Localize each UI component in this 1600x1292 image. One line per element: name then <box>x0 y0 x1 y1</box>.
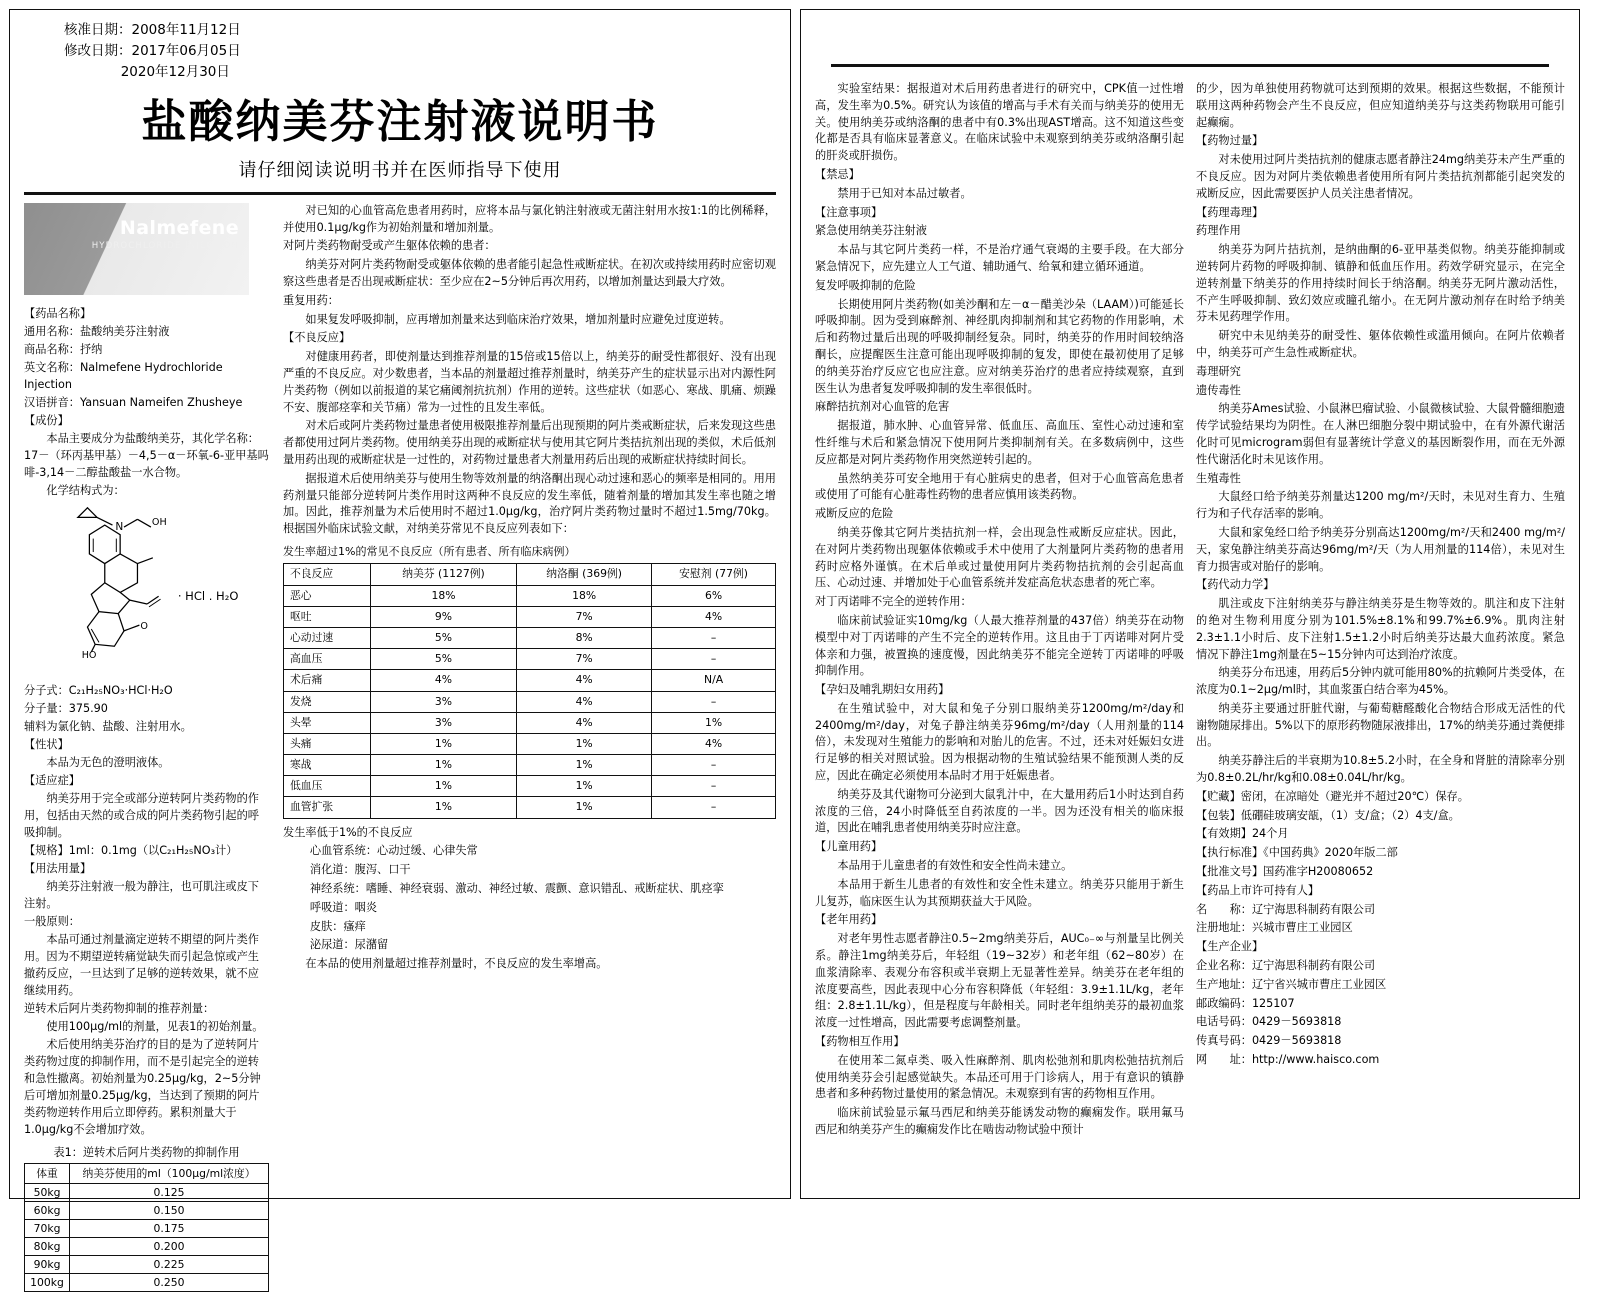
cell-weight: 100kg <box>25 1274 70 1292</box>
cell-reaction: 恶心 <box>284 585 371 606</box>
text-emergency-use: 本品与其它阿片类药一样，不是治疗通气衰竭的主要手段。在大部分紧急情况下，应先建立人工气道、辅助通气、给氧和建立循环通道。 <box>815 243 1184 273</box>
cell-volume: 0.125 <box>70 1184 269 1202</box>
cell-reaction: 发烧 <box>284 691 371 712</box>
table-row <box>284 585 776 606</box>
mah-address: 注册地址：兴城市曹庄工业园区 <box>1196 921 1353 935</box>
heading-manufacturer: 【生产企业】 <box>1196 940 1264 954</box>
english-name: 英文名称：Nalmefene Hydrochloride Injection <box>24 360 223 391</box>
table-header-row <box>25 1164 269 1184</box>
cell-nalmefene: 1% <box>370 797 516 818</box>
heading-geriatric: 【老年用药】 <box>815 913 883 927</box>
cell-nalmefene: 9% <box>370 606 516 627</box>
cell-weight: 80kg <box>25 1238 70 1256</box>
ae-col-reaction: 不良反应 <box>284 564 371 585</box>
cell-placebo: – <box>652 797 776 818</box>
left-column-2 <box>283 203 776 1292</box>
table-row <box>284 606 776 627</box>
cell-nalmefene: 5% <box>370 627 516 648</box>
sub-toxicology: 毒理研究 <box>1196 364 1241 378</box>
table-row <box>284 797 776 818</box>
heading-drug-name: 【药品名称】 <box>24 306 92 320</box>
telephone: 电话号码：0429－5693818 <box>1196 1015 1342 1029</box>
revision-date-1: 修改日期：2017年06月05日 <box>64 42 241 59</box>
sub-genotoxicity: 遗传毒性 <box>1196 383 1241 397</box>
table1-caption: 表1：逆转术后阿片类药物的抑制作用 <box>53 1146 240 1160</box>
excipients: 辅料为氯化钠、盐酸、注射用水。 <box>24 719 192 733</box>
table1-col-volume: 纳美芬使用的ml（100μg/ml浓度） <box>70 1164 269 1184</box>
adverse-reaction-table <box>283 563 776 818</box>
fax: 传真号码：0429－5693818 <box>1196 1034 1342 1048</box>
text-pediatric-1: 本品用于儿童患者的有效性和安全性尚未建立。 <box>837 859 1073 873</box>
heading-overdose: 【药物过量】 <box>1196 134 1264 148</box>
brand-name: Nalmefene <box>119 216 239 239</box>
cell-placebo: – <box>652 627 776 648</box>
reversal-text-2: 术后使用纳美芬治疗的目的是为了逆转阿片类药物过度的抑制作用，而不是引起完全的逆转和急性撤离。初始剂量为0.25μg/kg，2~5分钟后可增加剂量0.25μg/kg，当达到了预期的阿片类药物逆转作用后立即停药。累积剂量大于1.0μg/kg不会增加疗效。 <box>24 1038 261 1137</box>
sub-cardiovascular-risk: 麻醉拮抗剂对心血管的危害 <box>815 400 950 414</box>
table-row <box>284 649 776 670</box>
cell-reaction: 血管扩张 <box>284 797 371 818</box>
sub-reproductive-toxicity: 生殖毒性 <box>1196 471 1241 485</box>
cell-naloxone: 1% <box>517 733 652 754</box>
heading-adverse-reactions: 【不良反应】 <box>283 331 351 345</box>
cell-placebo: – <box>652 649 776 670</box>
heading-pediatric: 【儿童用药】 <box>815 840 883 854</box>
cell-placebo: – <box>652 691 776 712</box>
dosage-table <box>24 1163 269 1292</box>
heading-ingredients: 【成份】 <box>24 413 69 427</box>
heading-dosage: 【用法用量】 <box>24 862 92 876</box>
heading-pharmacology-toxicology: 【药理毒理】 <box>1196 205 1264 219</box>
cell-volume: 0.250 <box>70 1274 269 1292</box>
leaflet-back-page <box>800 9 1580 1199</box>
table-row <box>284 627 776 648</box>
heading-pharmacokinetics: 【药代动力学】 <box>1196 578 1275 592</box>
heading-precautions: 【注意事项】 <box>815 205 883 219</box>
website[interactable]: 网 址：http://www.haisco.com <box>1196 1053 1380 1067</box>
table-row <box>25 1220 269 1238</box>
text-pk-3: 纳美芬主要通过肝脏代谢，与葡萄糖醛酸化合物结合形成无活性的代谢物随尿排出。5%以下的原形药物随尿液排出，17%的纳美芬通过粪便排出。 <box>1196 701 1565 749</box>
heading-indications: 【适应症】 <box>24 774 80 788</box>
cell-naloxone: 4% <box>517 670 652 691</box>
cell-naloxone: 4% <box>517 712 652 733</box>
text-recurrent-depression: 长期使用阿片类药物(如美沙酮和左－α－醋美沙朵（LAAM）)可能延长呼吸抑制。因为受到麻醉剂、神经肌肉抑制剂和其它药物的作用影响，术后和药物过量后出现的呼吸抑制经复杂。同时，纳美芬的作用时间较纳洛酮长，应提醒医生注意可能出现呼吸抑制的复发，即使在最初使用了足够的纳美芬治疗反应它也应注意。应对纳美芬治疗的患者应持续观察，直到医生认为患者复发呼吸抑制的发生率很低时。 <box>815 297 1184 395</box>
cell-reaction: 心动过速 <box>284 627 371 648</box>
text-pk-2: 纳美芬分布迅速，用药后5分钟内就可能用80%的抗赖阿片类受体，在浓度为0.1~2μg/ml时，其血浆蛋白结合率为45%。 <box>1196 666 1565 697</box>
cell-naloxone: 7% <box>517 606 652 627</box>
ae2-caption: 发生率低于1%的不良反应 <box>283 825 413 839</box>
para-adverse-3: 据报道术后使用纳美芬与使用生物等效剂量的纳洛酮出现心动过速和恶心的频率是相同的。用用药剂量只能部分逆转阿片类作用时这两种不良反应的发生率低，随着剂量的增加其发生率也随之增加。因此，推荐剂量为术后使用时不超过1.0μg/kg，治疗阿片类药物过量时不超过1.5mg/70kg。根据国外临床试验文献，对纳美芬常见不良反应列表如下： <box>283 471 776 536</box>
cell-placebo: – <box>652 776 776 797</box>
mah-name: 名 称：辽宁海思科制药有限公司 <box>1196 902 1376 916</box>
dosage-text: 纳美芬注射液一般为静注，也可肌注或皮下注射。 <box>24 880 259 911</box>
right-column-1 <box>815 81 1184 1141</box>
approval-number: 【批准文号】国药准字H20080652 <box>1196 865 1374 879</box>
approval-date: 核准日期：2008年11月12日 <box>64 22 241 38</box>
table-header-row <box>284 564 776 585</box>
heading-pregnancy: 【孕妇及哺乳期妇女用药】 <box>815 683 950 697</box>
text-pregnancy: 在生殖试验中，对大鼠和兔子分别口服纳美芬1200mg/m²/day和2400mg/m²/day，对兔子静注纳美芬96mg/m²/day（人用剂量的114倍），未发现对生殖能力的影响和对胎儿的危害。不过，还未对妊娠妇女进行足够的相关对照试验。因为根据动物的生殖试验结果不能预测人类的反应，因此在确定必须使用本品时才用于妊娠患者。 <box>815 701 1184 783</box>
date-block <box>64 20 776 83</box>
svg-text:· HCl . H₂O: · HCl . H₂O <box>177 589 239 604</box>
cell-volume: 0.225 <box>70 1256 269 1274</box>
text-interactions-3: 的少，因为单独使用药物就可达到预期的效果。根据这些数据，不能预计联用这两种药物会产生不良反应，但应知道纳美芬与这类药物联用可能引起癫痫。 <box>1196 82 1565 129</box>
cell-volume: 0.150 <box>70 1202 269 1220</box>
revision-date-2: 2020年12月30日 <box>120 63 230 80</box>
text-pk-1: 肌注或皮下注射纳美芬与静注纳美芬是生物等效的。肌注和皮下注射的绝对生物利用度分别为101.5%±8.1%和99.7%±6.9%。肌肉注射2.3±1.1小时后、皮下注射1.5±1.2小时后纳美芬达最大血药浓度。紧急情况下静注1mg剂量在5~15分钟内可达到治疗浓度。 <box>1196 597 1565 661</box>
para-cardiac-risk: 对已知的心血管高危患者用药时，应将本品与氯化钠注射液或无菌注射用水按1:1的比例稀释，并使用0.1μg/kg作为初始剂量和增加剂量。 <box>283 203 776 234</box>
sub-emergency-use: 紧急使用纳美芬注射液 <box>815 224 927 238</box>
heading-contraindications: 【禁忌】 <box>815 167 860 181</box>
cell-nalmefene: 3% <box>370 712 516 733</box>
structure-label: 化学结构式为： <box>46 483 125 497</box>
cell-reaction: 低血压 <box>284 776 371 797</box>
cell-naloxone: 1% <box>517 755 652 776</box>
table-row <box>25 1184 269 1202</box>
cell-weight: 60kg <box>25 1202 70 1220</box>
svg-text:HO: HO <box>81 649 97 661</box>
cell-nalmefene: 3% <box>370 691 516 712</box>
table1-col-weight: 体重 <box>25 1164 70 1184</box>
ae-col-placebo: 安慰剂 (77例) <box>652 564 776 585</box>
ae-col-naloxone: 纳洛酮 (369例) <box>517 564 652 585</box>
text-buprenorphine: 临床前试验证实10mg/kg（人最大推荐剂量的437倍）纳美芬在动物模型中对丁丙诺啡的产生不完全的逆转作用。这且由于丁丙诺啡对阿片受体亲和力强，被置换的速度慢，因此纳美芬不能完全逆转丁丙诺啡的呼吸抑制作用。 <box>815 613 1184 678</box>
standard-info: 【执行标准】《中国药典》2020年版二部 <box>1196 846 1398 860</box>
cell-nalmefene: 18% <box>370 585 516 606</box>
sub-pharmacology: 药理作用 <box>1196 224 1241 238</box>
brand-logo <box>24 203 249 295</box>
page-subtitle: 请仔细阅读说明书并在医师指导下使用 <box>238 159 562 181</box>
cell-naloxone: 1% <box>517 776 652 797</box>
ae2-line-respiratory: 呼吸道：咽炎 <box>309 900 378 914</box>
cell-reaction: 头痛 <box>284 733 371 754</box>
para-adverse-2: 对术后或阿片类药物过量患者使用极限推荐剂量后出现预期的阿片类戒断症状，后来发现这些患者都使用过阿片类药物。使用纳美芬出现的戒断症状与使用其它阿片类拮抗剂出现的类似，术后低剂量用药出现的戒断症状是一过性的，对药物过量患者大剂量用药后出现的戒断症状持续时间长。 <box>283 419 776 466</box>
table-row <box>25 1256 269 1274</box>
text-cardiac-caution: 虽然纳美芬可安全地用于有心脏病史的患者，但对于心血管高危患者或使用了可能有心脏毒性药物的患者应慎用该类药物。 <box>815 471 1184 502</box>
svg-text:N: N <box>115 520 124 533</box>
cell-reaction: 头晕 <box>284 712 371 733</box>
svg-text:O: O <box>140 620 148 632</box>
generic-name: 通用名称：盐酸纳美芬注射液 <box>24 324 170 338</box>
divider <box>24 192 776 195</box>
shelf-life: 【有效期】24个月 <box>1196 827 1289 841</box>
brand-subtitle: HYDROCHLORIDE INJECTION <box>91 240 239 251</box>
cell-weight: 70kg <box>25 1220 70 1238</box>
text-reproductive-1: 大鼠经口给予纳美芬剂量达1200 mg/m²/天时，未见对生育力、生殖行为和子代存活率的影响。 <box>1196 490 1565 521</box>
cell-placebo: 1% <box>652 712 776 733</box>
table-row <box>284 733 776 754</box>
ae-table-caption: 发生率超过1%的常见不良反应（所有患者、所有临床病例） <box>283 544 576 558</box>
para-opioid-tolerant: 纳美芬对阿片类药物耐受或躯体依赖的患者能引起急性戒断症状。在初次或持续用药时应密切观察这些患者是否出现戒断症状：至少应在2~5分钟后再次用药，以增加剂量达到最大疗效。 <box>283 258 776 288</box>
table-row <box>25 1202 269 1220</box>
table-row <box>25 1238 269 1256</box>
manufacturer-address: 生产地址：辽宁省兴城市曹庄工业园区 <box>1196 977 1387 991</box>
postal-code: 邮政编码：125107 <box>1196 996 1295 1010</box>
cell-naloxone: 4% <box>517 691 652 712</box>
ae2-line-cardio: 心血管系统：心动过缓、心律失常 <box>309 844 478 858</box>
text-pk-4: 纳美芬静注后的半衰期为10.8±5.2小时，在全身和肾脏的清除率分别为0.8±0.2L/hr/kg和0.08±0.04L/hr/kg。 <box>1196 754 1565 785</box>
table-row <box>284 670 776 691</box>
cell-reaction: 高血压 <box>284 649 371 670</box>
text-pharmacology-1: 纳美芬为阿片拮抗剂，是纳曲酮的6-亚甲基类似物。纳美芬能抑制或逆转阿片药物的呼吸抑制、镇静和低血压作用。药效学研究显示，在完全逆转剂量下纳美芬的作用持续时间长于纳洛酮。纳美芬无阿片激动活性，不产生呼吸抑制、致幻效应或瞳孔缩小。在无阿片激动剂存在时给予纳美芬未见药理学作用。 <box>1196 243 1565 324</box>
molecular-weight: 分子量：375.90 <box>24 701 108 715</box>
storage-info: 【贮藏】密闭，在凉暗处（避光并不超过20℃）保存。 <box>1196 789 1469 803</box>
sub-withdrawal-risk: 戒断反应的危险 <box>815 507 894 521</box>
chemical-structure <box>24 503 269 678</box>
cell-weight: 90kg <box>25 1256 70 1274</box>
table-row <box>284 755 776 776</box>
general-principle-text: 本品可通过剂量滴定逆转不期望的阿片类作用。因为不期望逆转痛觉缺失而引起急惊或产生撤药反应，一旦达到了足够的逆转效果，就不应继续用药。 <box>24 933 259 998</box>
indications-text: 纳美芬用于完全或部分逆转阿片类药物的作用，包括由天然的或合成的阿片类药物引起的呼吸抑制。 <box>24 792 259 840</box>
para-adverse-1: 对健康用药者，即使剂量达到推荐剂量的15倍或15倍以上，纳美芬的耐受性都很好、没有出现严重的不良反应。对少数患者，当本品的剂量超过推荐剂量时，纳美芬产生的症状显示出对内源性阿片类药物（例如以前报道的某它痛阈剂抗抗剂）作用的逆转。这些症状（如恶心、寒战、肌痛、烦躁不安、腹部痉挛和关节痛）常为一过性的且发生率低。 <box>283 350 776 414</box>
svg-text:OH: OH <box>151 517 167 529</box>
cell-naloxone: 18% <box>517 585 652 606</box>
cell-weight: 50kg <box>25 1184 70 1202</box>
cell-nalmefene: 1% <box>370 733 516 754</box>
text-contraindications: 禁用于已知对本品过敏者。 <box>837 186 972 200</box>
heading-mah: 【药品上市许可持有人】 <box>1196 883 1320 897</box>
cell-placebo: N/A <box>652 670 776 691</box>
table-row <box>284 776 776 797</box>
heading-repeat-dose: 重复用药： <box>283 293 339 307</box>
cell-volume: 0.200 <box>70 1238 269 1256</box>
text-reproductive-2: 大鼠和家兔经口给予纳美芬分别高达1200mg/m²/天和2400 mg/m²/天，家兔静注纳美芬高达96mg/m²/天（为人用剂量的114倍），未见对生育力损害或对胎仔的影响。 <box>1196 525 1565 573</box>
heading-opioid-tolerant: 对阿片类药物耐受或产生躯体依赖的患者： <box>283 239 496 253</box>
general-principle-heading: 一般原则： <box>24 915 80 929</box>
reversal-heading: 逆转术后阿片类药物抑制的推荐剂量： <box>24 1002 215 1016</box>
table-row <box>284 691 776 712</box>
cell-placebo: 6% <box>652 585 776 606</box>
cell-reaction: 寒战 <box>284 755 371 776</box>
heading-interactions: 【药物相互作用】 <box>815 1035 905 1049</box>
molecular-formula: 分子式：C₂₁H₂₅NO₃·HCl·H₂O <box>24 683 173 697</box>
para-repeat-dose: 如果复发呼吸抑制，应再增加剂量来达到临床治疗效果，增加剂量时应避免过度逆转。 <box>305 312 731 326</box>
cell-reaction: 呕吐 <box>284 606 371 627</box>
cell-naloxone: 1% <box>517 797 652 818</box>
text-lactation: 纳美芬及其代谢物可分泌到大鼠乳汁中，在大量用药后1小时达到自药浓度的三倍，24小时降低至自药浓度的一半。因为还没有相关的临床报道，因此在哺乳患者使用纳美芬时应注意。 <box>815 787 1184 835</box>
table-row <box>284 712 776 733</box>
ae2-line-cns: 神经系统：嗜睡、神经衰弱、激动、神经过敏、震颤、意识错乱、戒断症状、肌痉挛 <box>309 882 724 896</box>
text-geriatric: 对老年男性志愿者静注0.5~2mg纳美芬后，AUC₀₋∞与剂量呈比例关系。静注1mg纳美芬后，年轻组（19~32岁）和老年组（62~80岁）在血浆清除率、表观分布容积或半衰期上无显著性差异。纳美芬在老年组的浓度要高些，因此表现中心分布容积降低（年轻组：3.9±1.1L/kg，老年组：2.8±1.1L/kg），但是程度与年龄相关。同时老年组纳美芬的最初血浆浓度一过性增高，因此需要考虑调整剂量。 <box>815 932 1184 1030</box>
text-genotoxicity: 纳美芬Ames试验、小鼠淋巴瘤试验、小鼠微核试验、大鼠骨髓细胞遗传学试验结果均为阴性。在人淋巴细胞分裂中期试验中，在有外源代谢活化时可见microgram弱但有显著统计学意义的基因断裂作用，而在无外源性代谢活化时未见该作用。 <box>1196 402 1565 466</box>
text-overdose: 对未使用过阿片类拮抗剂的健康志愿者静注24mg纳美芬未产生严重的不良反应。因为对阿片类依赖患者使用所有阿片类拮抗剂都能引起突发的戒断反应，因此需要医护人员关注患者情况。 <box>1196 153 1565 200</box>
ae-col-nalmefene: 纳美芬 (1127例) <box>370 564 516 585</box>
pinyin-name: 汉语拼音：Yansuan Nameifen Zhusheye <box>24 395 243 409</box>
leaflet-front-page <box>9 9 791 1290</box>
left-column-1 <box>24 203 269 1292</box>
cell-naloxone: 7% <box>517 649 652 670</box>
ae2-note: 在本品的使用剂量超过推荐剂量时，不良反应的发生率增高。 <box>305 957 608 971</box>
right-column-2 <box>1196 81 1565 1141</box>
text-interactions-1: 在使用苯二氮卓类、吸入性麻醉剂、肌肉松弛剂和肌肉松弛拮抗剂后使用纳美芬会引起感觉缺失。本品还可用于门诊病人，用于有意识的镇静患者和多种药物过量使用的紧急情况。未观察到有害的药物相互作用。 <box>815 1053 1184 1101</box>
text-pharmacology-2: 研究中未见纳美芬的耐受性、躯体依赖性或滥用倾向。在阿片依赖者中，纳美芬可产生急性戒断症状。 <box>1196 329 1565 359</box>
cell-reaction: 术后痛 <box>284 670 371 691</box>
ingredients-text: 本品主要成分为盐酸纳美芬，其化学名称：17－（环丙基甲基）－4,5－α－环氧-6-亚甲基吗啡-3,14－二醇盐酸盐一水合物。 <box>24 431 269 479</box>
table-row <box>25 1274 269 1292</box>
heading-properties: 【性状】 <box>24 737 69 751</box>
cell-nalmefene: 4% <box>370 670 516 691</box>
cell-placebo: 4% <box>652 733 776 754</box>
heading-specification: 【规格】1ml：0.1mg（以C₂₁H₂₅NO₃计） <box>24 844 238 858</box>
text-interactions-2: 临床前试验显示氟马西尼和纳美芬能诱发动物的癫痫发作。联用氟马西尼和纳美芬产生的癫痫发作比在啮齿动物试验中预计 <box>815 1106 1184 1137</box>
cell-placebo: 4% <box>652 606 776 627</box>
cell-nalmefene: 1% <box>370 755 516 776</box>
text-cardiovascular-risk: 据报道，肺水肿、心血管异常、低血压、高血压、室性心动过速和室性纤维与术后和紧急情况下使用阿片类抑制剂有关。在多数病例中，这些反应都是对阿片类药物作用突然逆转引起的。 <box>815 419 1184 466</box>
cell-nalmefene: 5% <box>370 649 516 670</box>
cell-placebo: – <box>652 755 776 776</box>
text-withdrawal-risk: 纳美芬像其它阿片类拮抗剂一样，会出现急性戒断反应症状。因此，在对阿片类药物出现躯体依赖或手术中使用了大剂量阿片类药物的患者用药时应格外谨慎。在术后单或过量使用阿片类药物拮抗剂的会引起高血压、心动过速、并增加处于心血管系统并发症高危状态患者的死亡率。 <box>815 525 1184 590</box>
sub-recurrent-depression: 复发呼吸抑制的危险 <box>815 278 916 292</box>
para-lab-results: 实验室结果：据报道对术后用药患者进行的研究中，CPK值一过性增高，发生率为0.5%。研究认为该值的增高与手术有关而与纳美芬的使用无关。使用纳美芬或纳洛酮的患者中有0.3%出现AST增高。这不知道这些变化都是否具有临床显著意义。在临床试验中未观察到纳美芬或纳洛酮引起的肝炎或肝损伤。 <box>815 82 1184 163</box>
ae2-line-skin: 皮肤：瘙痒 <box>309 919 366 933</box>
reversal-text-1: 使用100μg/ml的剂量，见表1的初始剂量。 <box>46 1020 264 1034</box>
manufacturer-name: 企业名称：辽宁海思科制药有限公司 <box>1196 959 1376 973</box>
cell-nalmefene: 1% <box>370 776 516 797</box>
page-title: 盐酸纳美芬注射液说明书 <box>141 94 659 148</box>
divider-right <box>831 64 1549 67</box>
text-pediatric-2: 本品用于新生儿患者的有效性和安全性未建立。纳美芬只能用于新生儿复苏，临床医生认为其预期获益大于风险。 <box>815 877 1184 908</box>
cell-naloxone: 8% <box>517 627 652 648</box>
properties-text: 本品为无色的澄明液体。 <box>46 756 170 769</box>
ae2-line-gi: 消化道：腹泻、口干 <box>309 863 411 877</box>
ae2-line-urinary: 泌尿道：尿潴留 <box>309 938 389 952</box>
cell-volume: 0.175 <box>70 1220 269 1238</box>
sub-buprenorphine: 对丁丙诺啡不完全的逆转作用： <box>815 595 972 609</box>
package-info: 【包装】低硼硅玻璃安瓿，（1）支/盒；（2）4支/盒。 <box>1196 808 1460 822</box>
structure-diagram-icon <box>24 503 274 678</box>
trade-name: 商品名称：抒纳 <box>24 342 103 356</box>
